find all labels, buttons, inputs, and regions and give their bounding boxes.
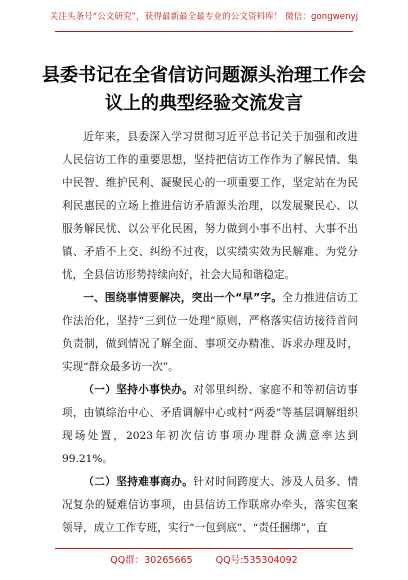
subsection-1b-paragraph [62,471,358,540]
footer-qq-number: QQ号:535304092 [215,555,298,566]
section-1-text: 全力推进信访工作法治化，坚持“三到位一处理”原则，严格落实信访接待首问负责制，做到情况了解全面、事项交办精准、诉求办理及时，实现“群众最多访一次”。 [62,292,358,373]
subsection-1b-text: 针对时间跨度大、涉及人员多、情况复杂的疑难信访事项，由县信访工作联席办牵头，落实包案领导，成立工作专班，实行“一包到底”、“责任捆绑”，直 [62,476,359,534]
header-divider [55,31,353,32]
intro-paragraph: 近年来，县委深入学习贯彻习近平总书记关于加强和改进人民信访工作的重要思想，坚持把信访工作作为了解民情、集中民智、维护民利、凝聚民心的一项重要工作，坚定站在为民利民惠民的立场上推进信访矛盾源头治理，以发展聚民心、以服务解民忧、以公平化民困，努力做到小事不出村、大事不出镇、矛盾不上交、纠纷不过夜，以实绩实效为民解难、为党分忧，全县信访形势持续向好，社会大局和谐稳定。 [62,131,358,281]
document-title [40,62,368,118]
subsection-1a-text: 对邻里纠纷、家庭不和等初信访事项，由镇综治中心、矛盾调解中心或村“两委”等基层调解组织现场处置，2023年初次信访事项办理群众满意率达到99.21%。 [62,384,359,465]
document-body [62,126,358,540]
subsection-1a-heading: （一）坚持小事快办。 [83,384,194,396]
section-1-paragraph [62,287,358,379]
section-1-heading: 一、围绕事情要解决，突出一个“早”字。 [83,292,283,304]
header-promo-note: 关注头条号“公文研究”，获得最新最全最专业的公文资料库！ 微信：gongwenyj [49,12,359,22]
footer-divider [55,548,353,549]
title-line-2: 议上的典型经验交流发言 [105,93,303,114]
title-line-1: 县委书记在全省信访问题源头治理工作会 [42,65,366,86]
subsection-1a-paragraph [62,379,358,471]
footer-qq-group: QQ群：30265665 [110,555,193,566]
footer-contact [0,552,408,566]
subsection-1b-heading: （二）坚持难事商办。 [83,476,194,488]
